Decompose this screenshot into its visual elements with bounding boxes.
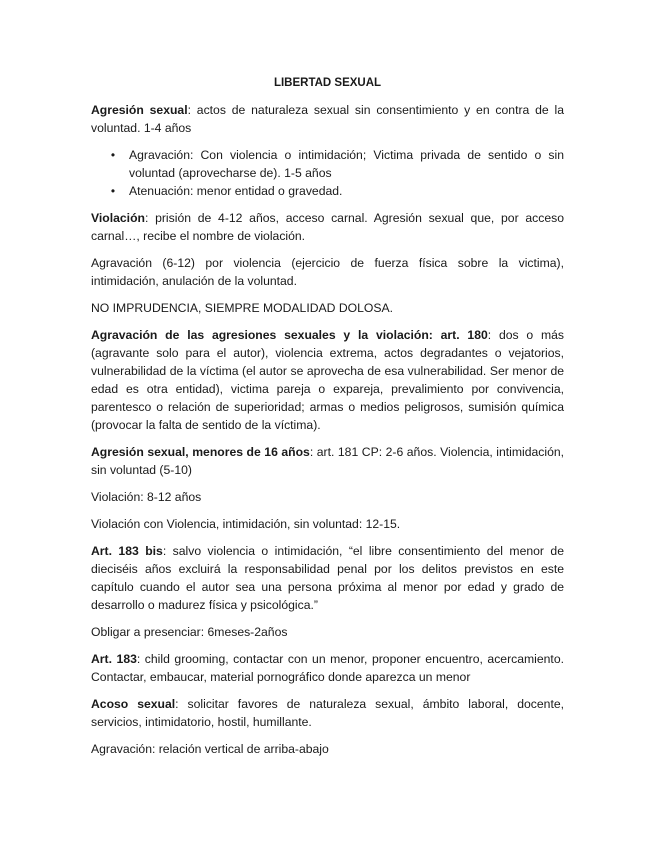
term-art-183: Art. 183 xyxy=(91,652,137,666)
text-art-183: : child grooming, contactar con un menor, proponer encuentro, acercamiento. Contactar, embaucar, material pornográfico donde aparezca un menor xyxy=(91,652,564,684)
text-menores-16: : art. 181 CP: 2-6 años. Violencia, intimidación, sin voluntad (5-10) xyxy=(91,445,565,477)
paragraph-art-180 xyxy=(91,326,564,434)
text-art-180: : dos o más (agravante solo para el autor), violencia extrema, actos degradantes o vejatorios, vulnerabilidad de la víctima (el autor se aprovecha de esa vulnerabilidad. Ser menor de edad es otra entidad), victima pareja o expareja, prevalimiento por convivencia, parentesco o relación de superioridad; armas o medios peligrosos, sumisión química (provocar la falta de sentido de la víctima). xyxy=(91,328,564,432)
agresion-sexual-list xyxy=(91,146,564,200)
term-acoso-sexual: Acoso sexual xyxy=(91,697,176,711)
term-menores-16: Agresión sexual, menores de 16 años xyxy=(91,445,310,459)
term-art-180: Agravación de las agresiones sexuales y la violación: art. 180 xyxy=(91,328,488,342)
text-acoso-sexual: : solicitar favores de naturaleza sexual, ámbito laboral, docente, servicios, intimidatorio, hostil, humillante. xyxy=(91,697,565,729)
paragraph-violacion-violencia: Violación con Violencia, intimidación, sin voluntad: 12-15. xyxy=(91,517,401,531)
bullet-icon: • xyxy=(110,184,116,198)
paragraph-violacion-penalty: Violación: 8-12 años xyxy=(91,490,202,504)
paragraph-art-183 xyxy=(91,650,564,686)
paragraph-violacion xyxy=(91,209,564,245)
text-violacion: : prisión de 4-12 años, acceso carnal. Agresión sexual que, por acceso carnal…, recibe el nombre de violación. xyxy=(91,211,564,243)
paragraph-acoso-sexual xyxy=(91,695,564,731)
list-item-text: Atenuación: menor entidad o gravedad. xyxy=(129,184,343,198)
paragraph-no-imprudencia: NO IMPRUDENCIA, SIEMPRE MODALIDAD DOLOSA. xyxy=(91,301,394,315)
term-violacion: Violación xyxy=(91,211,145,225)
paragraph-agravacion-vertical: Agravación: relación vertical de arriba-abajo xyxy=(91,742,329,756)
paragraph-agresion-sexual xyxy=(91,101,564,137)
paragraph-agravacion-violencia: Agravación (6-12) por violencia (ejercicio de fuerza física sobre la victima), intimidación, anulación de la voluntad. xyxy=(91,256,564,288)
term-agresion-sexual: Agresión sexual xyxy=(91,103,188,117)
page-title: LIBERTAD SEXUAL xyxy=(273,77,382,89)
list-item-text: Agravación: Con violencia o intimidación; Victima privada de sentido o sin voluntad (aprovecharse de). 1-5 años xyxy=(129,148,564,180)
text-art-183-bis: : salvo violencia o intimidación, “el libre consentimiento del menor de dieciséis años excluirá la responsabilidad penal por los delitos previstos en este capítulo cuando el autor sea una persona próxima al menor por edad y grado de desarrollo o madurez física y psicológica.” xyxy=(91,544,564,612)
paragraph-art-183-bis xyxy=(91,542,564,614)
list-item xyxy=(110,182,564,200)
list-item xyxy=(110,146,564,182)
term-art-183-bis: Art. 183 bis xyxy=(91,544,163,558)
bullet-icon: • xyxy=(110,148,116,162)
text-agresion-sexual: : actos de naturaleza sexual sin consentimiento y en contra de la voluntad. 1-4 años xyxy=(91,103,564,135)
paragraph-obligar-presenciar: Obligar a presenciar: 6meses-2años xyxy=(91,625,288,639)
document-body xyxy=(91,74,564,767)
paragraph-menores-16 xyxy=(91,443,564,479)
